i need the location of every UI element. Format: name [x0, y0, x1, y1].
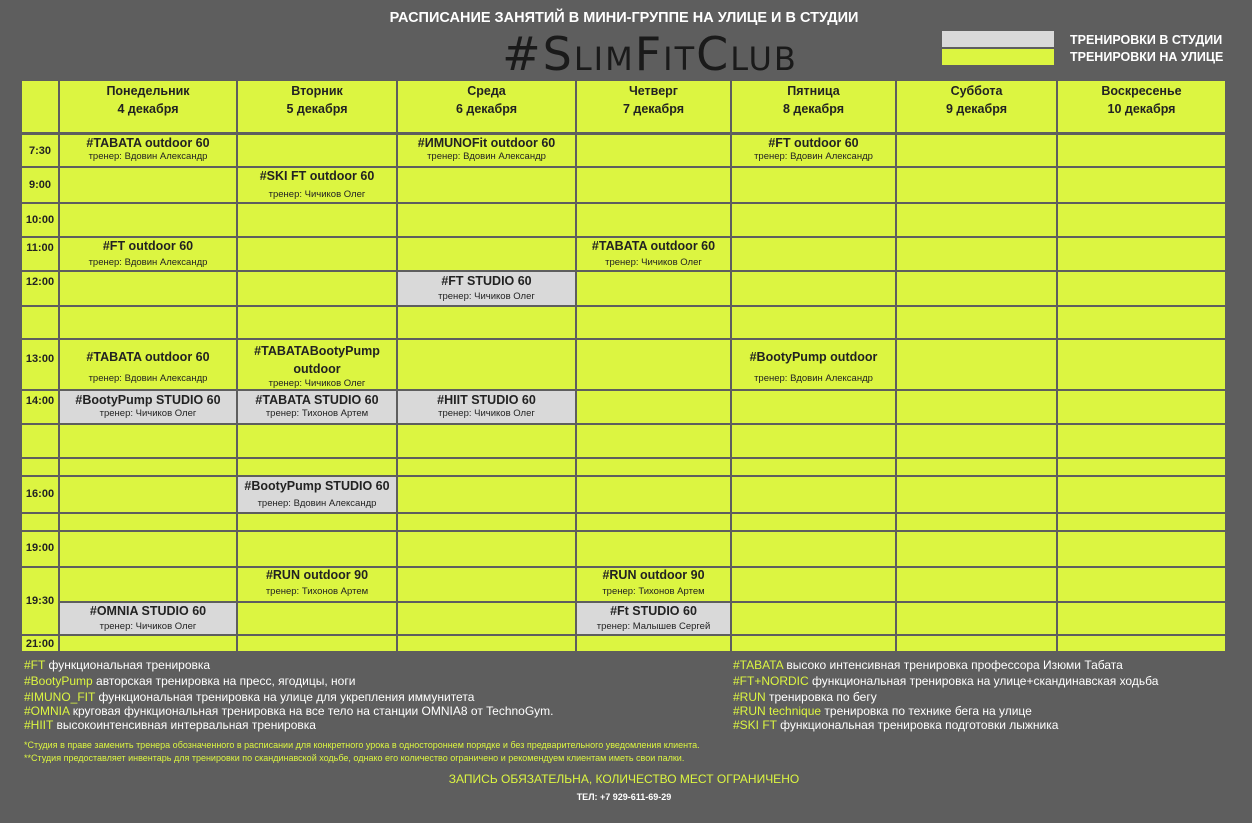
- time-label: 19:30: [25, 595, 55, 607]
- glossary-item: [733, 658, 1123, 672]
- day-name: Вторник: [291, 84, 343, 98]
- class-cell[interactable]: [60, 603, 236, 634]
- glossary-tag: #OMNIA: [24, 704, 70, 718]
- glossary-desc: функциональная тренировка: [45, 658, 211, 672]
- time-label: 16:00: [25, 488, 55, 500]
- glossary-item: [24, 674, 355, 688]
- day-date: 7 декабря: [622, 102, 684, 116]
- grid-line: [22, 236, 1225, 238]
- class-cell[interactable]: [60, 391, 236, 423]
- class-cell[interactable]: [60, 136, 236, 166]
- class-cell[interactable]: [577, 568, 730, 601]
- class-name: #TABATA STUDIO 60: [255, 393, 379, 407]
- class-cell[interactable]: [60, 239, 236, 270]
- grid-line: [22, 202, 1225, 204]
- grid-line: [22, 512, 1225, 514]
- day-name: Суббота: [950, 84, 1003, 98]
- time-label: 19:00: [25, 542, 55, 554]
- time-label: 12:00: [25, 276, 55, 288]
- class-cell[interactable]: [238, 477, 396, 512]
- glossary-tag: #IMUNO_FIT: [24, 690, 96, 704]
- class-cell[interactable]: [398, 136, 575, 166]
- class-cell[interactable]: [398, 272, 575, 305]
- legend-studio-swatch: [942, 31, 1054, 47]
- page-title: РАСПИСАНИЕ ЗАНЯТИЙ В МИНИ-ГРУППЕ НА УЛИЦЕ И В СТУДИИ: [389, 10, 859, 26]
- class-trainer: тренер: Вдовин Александр: [88, 151, 208, 162]
- class-name: #FT outdoor 60: [768, 136, 859, 150]
- class-name: #ИMUNOFit outdoor 60: [417, 136, 556, 150]
- glossary-desc: тренировка по бегу: [765, 690, 877, 704]
- grid-line: [22, 270, 1225, 272]
- glossary-desc: функциональная тренировка на улице для укрепления иммунитета: [95, 690, 475, 704]
- time-label: 9:00: [28, 179, 52, 191]
- grid-line: [22, 423, 1225, 425]
- brand-logo: #SlimFitClub: [502, 27, 798, 81]
- legend-outdoor-swatch: [942, 49, 1054, 65]
- glossary-desc: высоко интенсивная тренировка профессора Изюми Табата: [783, 658, 1123, 672]
- legend-outdoor-label: ТРЕНИРОВКИ НА УЛИЦЕ: [1070, 50, 1224, 64]
- grid-line: [396, 81, 398, 651]
- class-trainer: тренер: Вдовин Александр: [88, 373, 208, 384]
- class-trainer: тренер: Вдовин Александр: [88, 257, 208, 268]
- class-cell[interactable]: [732, 340, 895, 389]
- class-name: #TABATA outdoor 60: [86, 136, 210, 150]
- class-name: #TABATA outdoor 60: [591, 239, 716, 253]
- day-header-friday: [732, 82, 895, 118]
- glossary-tag: #RUN: [733, 690, 766, 704]
- footnote: **Студия предоставляет инвентарь для тренировки по скандинавской ходьбе, однако его количество ограничено и рекомендуем клиентам иметь свои палки.: [24, 753, 685, 763]
- time-label: 7:30: [28, 145, 52, 157]
- glossary-tag: #FT+NORDIC: [733, 674, 809, 688]
- phone-number: ТЕЛ: +7 929-611-69-29: [576, 792, 672, 802]
- class-name: outdoor: [293, 362, 341, 376]
- footnote: *Студия в праве заменить тренера обозначенного в расписании для конкретного урока в одностороннем порядке и без предварительного уведомления клиента.: [24, 740, 700, 750]
- day-name: Воскресенье: [1101, 84, 1182, 98]
- class-cell[interactable]: [577, 603, 730, 634]
- glossary-item: [733, 674, 1158, 688]
- day-name: Четверг: [628, 84, 678, 98]
- class-trainer: тренер: Чичиков Олег: [438, 291, 535, 302]
- class-trainer: тренер: Вдовин Александр: [754, 151, 873, 162]
- time-label: 14:00: [25, 395, 55, 407]
- day-date: 6 декабря: [455, 102, 517, 116]
- day-name: Пятница: [787, 84, 840, 98]
- glossary-item: [733, 718, 1058, 732]
- class-name: #BootyPump STUDIO 60: [244, 479, 390, 493]
- glossary-tag: #SKI FT: [733, 718, 777, 732]
- class-name: #FT STUDIO 60: [441, 274, 532, 288]
- glossary-desc: авторская тренировка на пресс, ягодицы, ноги: [92, 674, 356, 688]
- class-name: #OMNIA STUDIO 60: [89, 604, 207, 618]
- glossary-item: [24, 718, 316, 732]
- class-name: #RUN outdoor 90: [265, 568, 369, 582]
- day-name: Понедельник: [106, 84, 190, 98]
- grid-line: [22, 305, 1225, 307]
- grid-line: [22, 457, 1225, 459]
- glossary-desc: высокоинтенсивная интервальная тренировка: [53, 718, 316, 732]
- class-name: #BootyPump outdoor: [749, 350, 878, 364]
- class-name: #RUN outdoor 90: [602, 568, 705, 582]
- class-name: #SKI FT outdoor 60: [259, 169, 375, 183]
- class-name: #TABATABootyPump: [254, 344, 380, 358]
- class-trainer: тренер: Чичиков Олег: [605, 257, 702, 268]
- class-trainer: тренер: Чичиков Олег: [268, 189, 366, 200]
- grid-line: [22, 530, 1225, 532]
- grid-line: [22, 634, 1225, 636]
- legend-studio-label: ТРЕНИРОВКИ В СТУДИИ: [1070, 33, 1223, 47]
- glossary-item: [24, 690, 474, 704]
- day-header-tuesday: [238, 82, 396, 118]
- grid-line: [22, 166, 1225, 168]
- class-trainer: тренер: Тихонов Артем: [602, 586, 705, 597]
- class-cell[interactable]: [398, 391, 575, 423]
- class-name: #HIIT STUDIO 60: [437, 393, 536, 407]
- time-label: 13:00: [25, 353, 55, 365]
- day-header-monday: [60, 82, 236, 118]
- class-trainer: тренер: Вдовин Александр: [754, 373, 873, 384]
- glossary-desc: функциональная тренировка на улице+скандинавская ходьба: [808, 674, 1159, 688]
- class-trainer: тренер: Чичиков Олег: [268, 378, 366, 389]
- grid-line: [575, 81, 577, 651]
- class-trainer: тренер: Тихонов Артем: [265, 408, 369, 419]
- glossary-tag: #HIIT: [24, 718, 54, 732]
- grid-line: [22, 475, 1225, 477]
- class-trainer: тренер: Чичиков Олег: [438, 408, 535, 419]
- glossary-tag: #FT: [24, 658, 46, 672]
- day-date: 4 декабря: [117, 102, 179, 116]
- class-cell[interactable]: [238, 340, 396, 389]
- day-header-wednesday: [398, 82, 575, 118]
- day-date: 10 декабря: [1107, 102, 1176, 116]
- day-header-sunday: [1058, 82, 1225, 118]
- time-label: 11:00: [26, 242, 54, 254]
- class-cell[interactable]: [732, 136, 895, 166]
- day-name: Среда: [467, 84, 506, 98]
- glossary-desc: функциональная тренировка подготовки лыжника: [776, 718, 1059, 732]
- glossary-desc: тренировка по технике бега на улице: [821, 704, 1032, 718]
- class-name: #FT outdoor 60: [102, 239, 194, 253]
- class-trainer: тренер: Чичиков Олег: [99, 621, 197, 632]
- glossary-item: [733, 690, 877, 704]
- class-cell[interactable]: [238, 391, 396, 423]
- glossary-tag: #TABATA: [733, 658, 784, 672]
- class-cell[interactable]: [238, 568, 396, 601]
- class-name: #TABATA outdoor 60: [86, 350, 210, 364]
- time-label: 21:00: [25, 638, 55, 650]
- day-date: 5 декабря: [286, 102, 348, 116]
- day-date: 8 декабря: [782, 102, 844, 116]
- class-name: #Ft STUDIO 60: [610, 604, 697, 618]
- class-trainer: тренер: Тихонов Артем: [265, 586, 369, 597]
- day-date: 9 декабря: [945, 102, 1007, 116]
- grid-line: [22, 132, 1225, 135]
- class-cell[interactable]: [238, 169, 396, 202]
- class-trainer: тренер: Малышев Сергей: [596, 621, 711, 632]
- class-cell[interactable]: [577, 239, 730, 270]
- day-header-thursday: [577, 82, 730, 118]
- grid-line: [1056, 81, 1058, 651]
- class-name: #BootyPump STUDIO 60: [75, 393, 221, 407]
- time-label: 10:00: [25, 214, 55, 226]
- glossary-item: [24, 704, 554, 718]
- class-cell[interactable]: [60, 340, 236, 389]
- signup-notice: ЗАПИСЬ ОБЯЗАТЕЛЬНА, КОЛИЧЕСТВО МЕСТ ОГРАНИЧЕНО: [448, 772, 800, 786]
- grid-line: [895, 81, 897, 651]
- day-header-saturday: [897, 82, 1056, 118]
- glossary-tag: #RUN technique: [733, 704, 822, 718]
- glossary-desc: круговая функциональная тренировка на все тело на станции OMNIA8 от TechnoGym.: [69, 704, 554, 718]
- glossary-tag: #BootyPump: [24, 674, 93, 688]
- class-trainer: тренер: Вдовин Александр: [257, 498, 377, 509]
- glossary-item: [24, 658, 210, 672]
- class-trainer: тренер: Вдовин Александр: [427, 151, 546, 162]
- class-trainer: тренер: Чичиков Олег: [99, 408, 197, 419]
- glossary-item: [733, 704, 1032, 718]
